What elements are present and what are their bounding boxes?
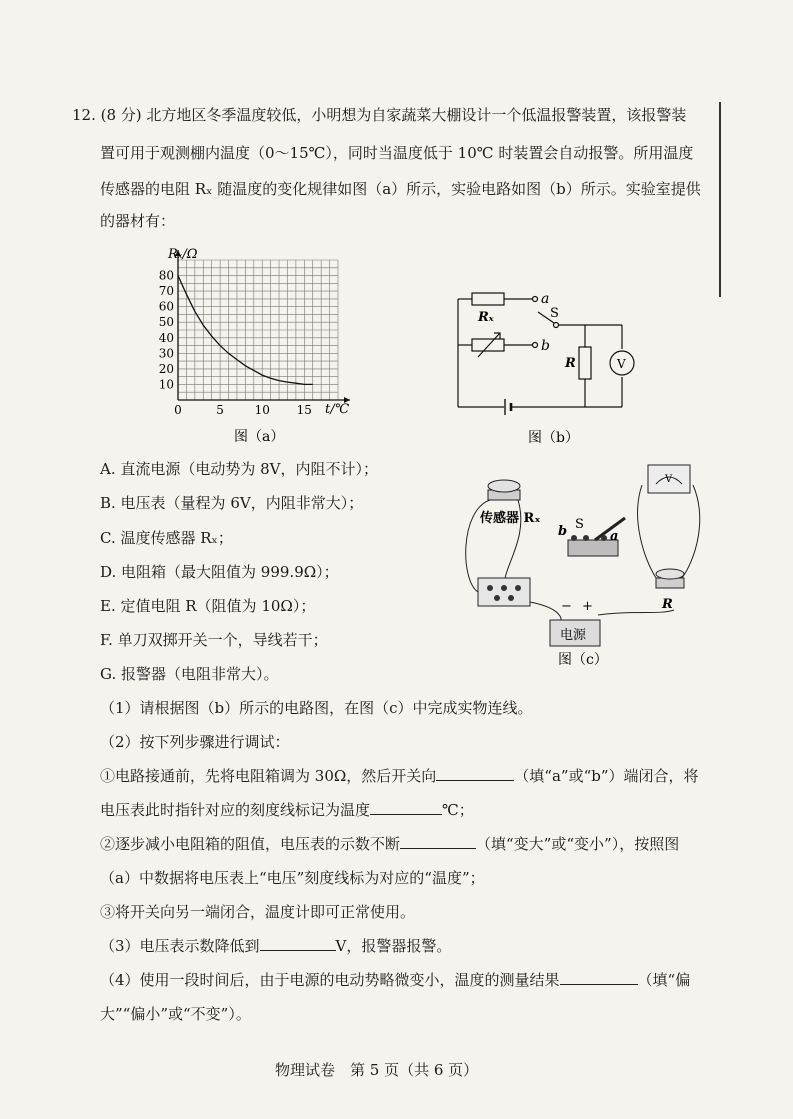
r-label: R — [565, 356, 576, 371]
step-3: ③将开关向另一端闭合，温度计即可正常使用。 — [100, 903, 416, 921]
x-tick-label: 15 — [296, 403, 312, 417]
rx-resistor — [472, 293, 504, 305]
voltmeter-label: V — [617, 357, 626, 371]
figure-c-apparatus — [460, 460, 710, 670]
sensor-label: 传感器 Rₓ — [480, 511, 541, 526]
y-tick-label: 40 — [158, 330, 174, 345]
power-label: 电源 — [560, 628, 587, 643]
x-tick-label: 5 — [216, 403, 224, 417]
answer-blank-voltage-trend[interactable] — [400, 834, 476, 849]
terminal-b-label: b — [541, 338, 550, 354]
y-tick-label: 30 — [158, 346, 174, 361]
answer-blank-temperature[interactable] — [370, 800, 442, 815]
step-2-line-2: （a）中数据将电压表上“电压”刻度线标为对应的“温度”； — [100, 869, 485, 887]
y-tick-labels — [159, 269, 174, 392]
part-3 — [100, 935, 451, 956]
answer-blank-alarm-voltage[interactable] — [260, 936, 336, 951]
resistance-box-device — [478, 578, 530, 606]
y-tick-label: 10 — [158, 377, 174, 392]
equipment-item-g: G. 报警器（电阻非常大）。 — [100, 665, 279, 683]
part-1: （1）请根据图（b）所示的电路图，在图（c）中完成实物连线。 — [100, 699, 533, 717]
step-1-text-b: （填“a”或“b”）端闭合，将 — [514, 767, 699, 785]
figure-a-chart — [140, 238, 370, 453]
part-3-text-a: （3）电压表示数降低到 — [100, 937, 260, 955]
chart-grid — [178, 260, 338, 400]
terminal-a-label: a — [541, 291, 550, 307]
equipment-item-d: D. 电阻箱（最大阻值为 999.9Ω）； — [100, 563, 339, 581]
equipment-item-a: A. 直流电源（电动势为 8V，内阻不计）； — [100, 460, 379, 478]
part-2: （2）按下列步骤进行调试： — [100, 733, 290, 751]
switch-label: S — [550, 306, 559, 321]
y-tick-label: 70 — [158, 284, 174, 299]
part-4-text-b: （填“偏 — [637, 971, 691, 989]
switch-a-label: a — [610, 529, 619, 544]
step-2-text-a: ②逐步减小电阻箱的阻值，电压表的示数不断 — [100, 835, 401, 853]
fixed-resistor-label: R — [662, 597, 673, 612]
part-3-text-b: V，报警器报警。 — [335, 937, 452, 955]
figure-a-caption: 图（a） — [234, 429, 285, 445]
answer-blank-measurement[interactable] — [560, 970, 638, 985]
step-1-text-c: 电压表此时指针对应的刻度线标记为温度 — [100, 801, 371, 819]
step-1-text-d: ℃； — [442, 801, 474, 819]
question-line-4: 的器材有： — [100, 212, 176, 230]
step-2-line-1 — [100, 833, 679, 854]
equipment-item-b: B. 电压表（量程为 6V，内阻非常大）； — [100, 494, 364, 512]
step-2-text-b: （填“变大”或“变小”），按照图 — [476, 835, 680, 853]
answer-blank-switch[interactable] — [436, 766, 514, 781]
rx-label: Rₓ — [478, 310, 494, 325]
equipment-item-e: E. 定值电阻 R（阻值为 10Ω）； — [100, 597, 316, 615]
fixed-resistor — [579, 347, 591, 379]
figure-b-circuit — [450, 285, 640, 450]
y-tick-label: 50 — [158, 315, 174, 330]
power-plus-label: + — [582, 599, 593, 614]
sensor-device — [488, 480, 520, 500]
part-4-line-2: 大”“偏小”或“不变”）。 — [100, 1005, 251, 1023]
equipment-item-c: C. 温度传感器 Rₓ； — [100, 529, 233, 547]
y-axis-label: Rₓ/Ω — [168, 247, 198, 262]
figure-c-caption: 图（c） — [558, 652, 608, 668]
question-line-2: 置可用于观测棚内温度（0～15℃），同时当温度低于 10℃ 时装置会自动报警。所用温度 — [100, 144, 694, 162]
x-axis-label: t/℃ — [325, 402, 350, 417]
step-1-text-a: ①电路接通前，先将电阻箱调为 30Ω，然后开关向 — [100, 767, 437, 785]
question-line-1: 12. (8 分) 北方地区冬季温度较低，小明想为自家蔬菜大棚设计一个低温报警装置，该报警装 — [72, 106, 687, 124]
figure-b-caption: 图（b） — [528, 430, 579, 446]
x-tick-label: 10 — [254, 403, 270, 417]
voltmeter-device-label: V — [665, 474, 673, 485]
y-tick-label: 80 — [158, 268, 174, 283]
switch-b-label: b — [558, 524, 568, 539]
margin-rule — [719, 102, 721, 297]
page-footer: 物理试卷 第 5 页（共 6 页） — [275, 1061, 479, 1079]
power-minus-label: − — [561, 599, 572, 614]
part-4-line-1 — [100, 969, 690, 990]
x-tick-labels — [174, 403, 312, 417]
step-1-line-1 — [100, 765, 699, 786]
switch-s-label: S — [575, 517, 584, 532]
part-4-text-a: （4）使用一段时间后，由于电源的电动势略微变小，温度的测量结果 — [100, 971, 560, 989]
equipment-item-f: F. 单刀双掷开关一个，导线若干； — [100, 631, 328, 649]
y-tick-label: 20 — [158, 361, 174, 376]
resistance-box — [472, 339, 504, 351]
step-1-line-2 — [100, 799, 474, 820]
fixed-resistor-device — [656, 569, 684, 588]
y-tick-label: 60 — [158, 299, 174, 314]
x-tick-label: 0 — [174, 403, 182, 417]
question-line-3: 传感器的电阻 Rₓ 随温度的变化规律如图（a）所示，实验电路如图（b）所示。实验室提供 — [100, 180, 701, 198]
